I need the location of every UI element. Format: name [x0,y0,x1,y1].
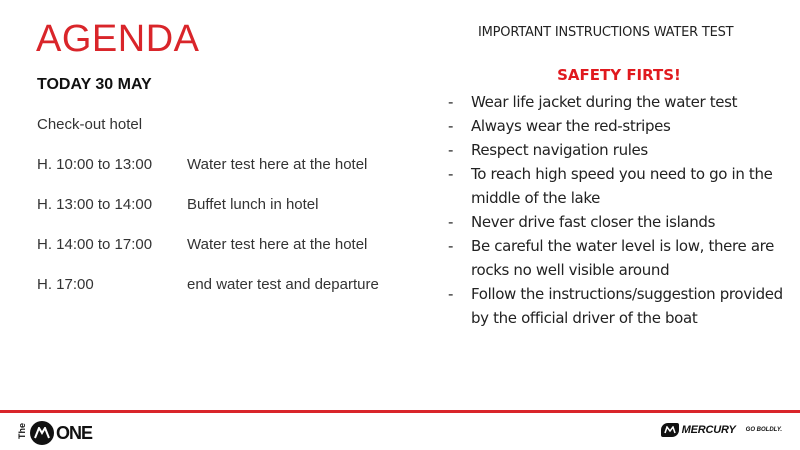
agenda-time: H. 17:00 [37,276,94,293]
mercury-brand-text: MERCURY [681,424,736,436]
bullet-dash: - [448,165,454,183]
agenda-row [37,156,417,196]
instruction-text: Follow the instructions/suggestion provided by the official driver of the boat [471,285,783,327]
agenda-time: H. 13:00 to 14:00 [37,196,153,213]
slide-title: AGENDA [36,18,200,60]
bullet-dash: - [448,237,454,255]
instruction-text: To reach high speed you need to go in the middle of the lake [471,165,773,207]
instructions-heading: IMPORTANT INSTRUCTIONS WATER TEST [478,25,734,40]
bullet-dash: - [448,213,454,231]
agenda-time: H. 14:00 to 17:00 [37,236,153,253]
instruction-text: Always wear the red-stripes [471,117,671,135]
instruction-item [448,114,793,138]
the-one-badge-icon [30,421,54,445]
agenda-description: Water test here at the hotel [187,156,368,173]
instruction-text: Be careful the water level is low, there are rocks no well visible around [471,237,775,279]
instruction-item [448,210,793,234]
agenda-row [37,196,417,236]
bullet-dash: - [448,93,454,111]
instruction-item [448,234,793,282]
the-one-logo-prefix: The [17,422,27,439]
footer-divider [0,410,800,413]
mercury-logo [661,423,782,437]
agenda-row [37,236,417,276]
agenda-description: Buffet lunch in hotel [187,196,319,213]
bullet-dash: - [448,117,454,135]
instruction-item [448,90,793,114]
instruction-item [448,282,793,330]
mercury-m-icon [661,423,679,437]
instruction-item [448,162,793,210]
instruction-text: Respect navigation rules [471,141,648,159]
bullet-dash: - [448,285,454,303]
agenda-description: end water test and departure [187,276,379,293]
safety-heading: SAFETY FIRTS! [557,66,681,84]
instruction-item [448,138,793,162]
instruction-text: Never drive fast closer the islands [471,213,716,231]
agenda-list [37,116,417,316]
agenda-row [37,276,417,316]
mercury-tagline: GO BOLDLY. [745,427,782,433]
checkout-item: Check-out hotel [37,116,143,133]
instructions-list [448,90,793,330]
agenda-date: TODAY 30 MAY [37,76,152,93]
the-one-logo-text: ONE [56,422,93,443]
the-one-logo [16,418,92,448]
instruction-text: Wear life jacket during the water test [471,93,738,111]
bullet-dash: - [448,141,454,159]
agenda-description: Water test here at the hotel [187,236,368,253]
agenda-time: H. 10:00 to 13:00 [37,156,153,173]
